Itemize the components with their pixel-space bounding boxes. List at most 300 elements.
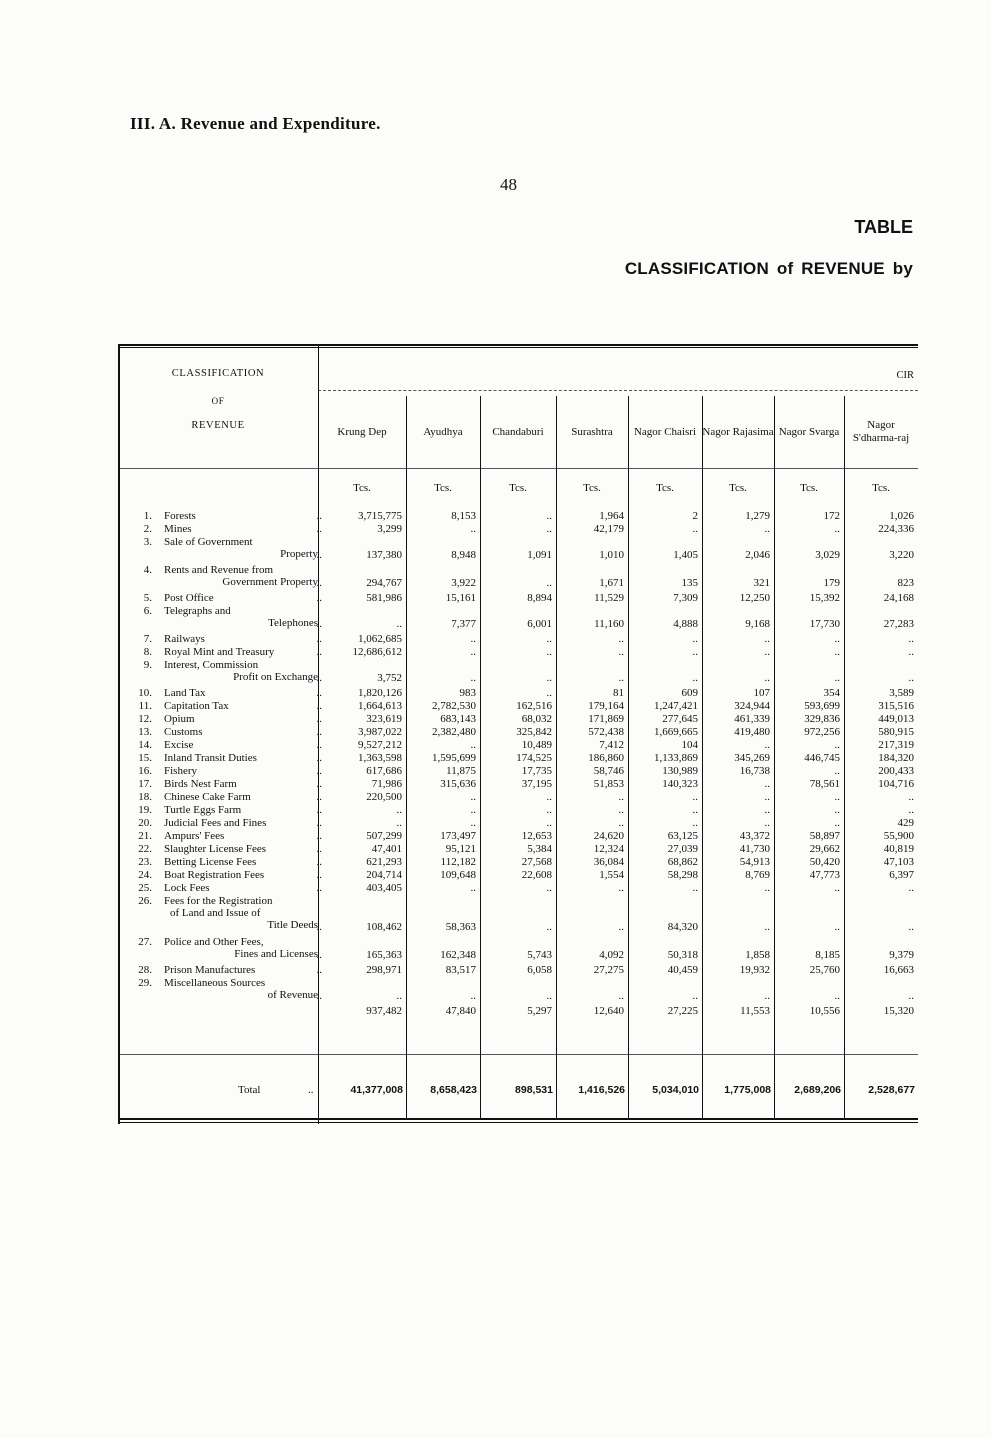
table-subtitle: CLASSIFICATION of REVENUE by — [624, 259, 913, 278]
table-cell: 2,382,480 — [432, 726, 476, 738]
table-cell: 12,250 — [739, 592, 770, 604]
row-number: 11. — [138, 700, 152, 712]
table-cell: 12,640 — [593, 1005, 624, 1017]
table-cell: .. — [470, 672, 476, 684]
table-cell: 63,125 — [667, 830, 698, 842]
row-number: 6. — [143, 605, 152, 617]
table-cell: 47,103 — [883, 856, 914, 868]
leader-dots: .. — [316, 523, 322, 535]
table-cell: .. — [470, 646, 476, 658]
table-cell: 315,516 — [878, 700, 914, 712]
leader-dots: .. — [316, 778, 322, 790]
leader-dots: .. — [316, 830, 322, 842]
row-number: 24. — [138, 869, 152, 881]
table-cell: 140,323 — [662, 778, 698, 790]
table-cell: .. — [618, 633, 624, 645]
table-cell: 15,161 — [445, 592, 476, 604]
row-label-line: Post Office — [164, 592, 214, 604]
table-cell: .. — [908, 646, 914, 658]
table-cell: 6,058 — [527, 964, 552, 976]
table-cell: .. — [470, 791, 476, 803]
group-header-rule — [318, 390, 918, 391]
leader-dots: .. — [316, 577, 322, 589]
table-cell: .. — [764, 990, 770, 1002]
table-cell: 1,964 — [599, 510, 624, 522]
table-cell: 1,595,699 — [432, 752, 476, 764]
table-cell: 617,686 — [366, 765, 402, 777]
row-label — [164, 726, 324, 738]
row-label-line: Prison Manufactures — [164, 964, 256, 976]
row-label-line: Interest, Commission — [164, 659, 259, 671]
table-cell: 609 — [681, 687, 698, 699]
table-cell: 68,032 — [521, 713, 552, 725]
row-number: 29. — [138, 977, 152, 989]
table-cell: 47,401 — [371, 843, 402, 855]
row-label — [164, 830, 324, 842]
table-cell: 25,760 — [809, 964, 840, 976]
leader-dots: .. — [316, 791, 322, 803]
row-label-line: Fees for the Registration — [164, 895, 273, 907]
row-label — [164, 765, 324, 777]
table-cell: 1,010 — [599, 549, 624, 561]
table-cell: 51,853 — [593, 778, 624, 790]
table-cell: 11,875 — [446, 765, 476, 777]
table-cell: .. — [546, 633, 552, 645]
row-label — [164, 713, 324, 725]
table-cell: .. — [546, 804, 552, 816]
table-cell: .. — [908, 921, 914, 933]
row-label-line: Fishery — [164, 765, 197, 777]
table-cell: 200,433 — [878, 765, 914, 777]
row-label-line: Miscellaneous Sources — [164, 977, 266, 989]
row-label-line: Mines — [164, 523, 192, 535]
column-header: Nagor Rajasima — [702, 425, 774, 438]
table-cell: 15,320 — [883, 1005, 914, 1017]
table-cell: 3,752 — [377, 672, 402, 684]
table-cell: .. — [834, 817, 840, 829]
unit-label: Tcs. — [353, 482, 371, 494]
row-label-line: Excise — [164, 739, 194, 751]
table-cell: 354 — [823, 687, 840, 699]
row-label — [164, 739, 324, 751]
row-label-line: Opium — [164, 713, 195, 725]
row-number: 28. — [138, 964, 152, 976]
row-number: 25. — [138, 882, 152, 894]
table-cell: 823 — [897, 577, 914, 589]
row-label-line: Telephones — [268, 617, 318, 629]
table-cell: 83,517 — [445, 964, 476, 976]
table-cell: 1,671 — [599, 577, 624, 589]
row-label — [164, 804, 324, 816]
table-cell: .. — [692, 817, 698, 829]
total-cell: 1,775,008 — [724, 1084, 771, 1096]
table-cell: 403,405 — [366, 882, 402, 894]
table-cell: .. — [692, 523, 698, 535]
table-cell: 135 — [681, 577, 698, 589]
table-cell: 10,556 — [809, 1005, 840, 1017]
leader-dots: .. — [316, 646, 322, 658]
row-label-line: Sale of Government — [164, 536, 253, 548]
row-label — [164, 977, 324, 1001]
table-cell: 47,773 — [809, 869, 840, 881]
revenue-table — [118, 344, 918, 1124]
table-cell: 162,348 — [440, 949, 476, 961]
table-cell: 1,858 — [745, 949, 770, 961]
table-cell: 8,769 — [745, 869, 770, 881]
table-cell: 325,842 — [516, 726, 552, 738]
row-label-line: Property — [280, 548, 318, 560]
table-cell: .. — [764, 921, 770, 933]
table-cell: 68,862 — [667, 856, 698, 868]
column-header: Nagor S'dharma-raj — [852, 419, 910, 444]
table-cell: 130,989 — [662, 765, 698, 777]
row-label — [164, 936, 324, 960]
table-cell: 298,971 — [366, 964, 402, 976]
table-cell: 179,164 — [588, 700, 624, 712]
row-number: 21. — [138, 830, 152, 842]
table-cell: 224,336 — [878, 523, 914, 535]
table-cell: .. — [764, 778, 770, 790]
row-label — [164, 843, 324, 855]
table-cell: 1,247,421 — [654, 700, 698, 712]
table-cell: 429 — [897, 817, 914, 829]
table-cell: 22,608 — [521, 869, 552, 881]
table-cell: 95,121 — [445, 843, 476, 855]
table-cell: .. — [764, 791, 770, 803]
row-label-line: Betting License Fees — [164, 856, 257, 868]
table-cell: 173,497 — [440, 830, 476, 842]
leader-dots: .. — [316, 713, 322, 725]
table-cell: 8,894 — [527, 592, 552, 604]
table-cell: 184,320 — [878, 752, 914, 764]
table-cell: 683,143 — [440, 713, 476, 725]
table-cell: 3,922 — [451, 577, 476, 589]
leader-dots: .. — [316, 765, 322, 777]
table-cell: .. — [618, 882, 624, 894]
row-label — [164, 523, 324, 535]
table-cell: .. — [908, 882, 914, 894]
row-label-line: Government Property — [222, 576, 318, 588]
classification-header-line-3: REVENUE — [191, 420, 245, 431]
table-cell: 345,269 — [734, 752, 770, 764]
page-number: 48 — [500, 175, 517, 194]
row-number: 7. — [143, 633, 152, 645]
row-number: 22. — [138, 843, 152, 855]
row-label-line: Turtle Eggs Farm — [164, 804, 242, 816]
table-cell: .. — [546, 791, 552, 803]
leader-dots: .. — [316, 739, 322, 751]
leader-dots: .. — [316, 549, 322, 561]
table-cell: 3,589 — [889, 687, 914, 699]
table-cell: 108,462 — [366, 921, 402, 933]
table-cell: 47,840 — [445, 1005, 476, 1017]
table-cell: 37,195 — [521, 778, 552, 790]
table-cell: 16,663 — [883, 964, 914, 976]
table-cell: .. — [396, 804, 402, 816]
table-cell: 112,182 — [440, 856, 476, 868]
table-cell: .. — [546, 672, 552, 684]
table-cell: .. — [396, 618, 402, 630]
table-cell: .. — [834, 739, 840, 751]
unit-label: Tcs. — [656, 482, 674, 494]
table-cell: .. — [834, 633, 840, 645]
row-label — [164, 895, 324, 931]
table-cell: .. — [908, 672, 914, 684]
row-label-line: Ampurs' Fees — [164, 830, 225, 842]
table-cell: .. — [908, 633, 914, 645]
table-cell: 2 — [692, 510, 698, 522]
leader-dots: .. — [316, 843, 322, 855]
leader-dots: .. — [316, 856, 322, 868]
table-cell: 27,275 — [593, 964, 624, 976]
row-label-line: Railways — [164, 633, 205, 645]
table-cell: 9,168 — [745, 618, 770, 630]
row-number: 27. — [138, 936, 152, 948]
table-cell: 11,529 — [594, 592, 624, 604]
table-cell: 3,029 — [815, 549, 840, 561]
table-cell: 1,669,665 — [654, 726, 698, 738]
group-header: CIR — [896, 370, 914, 381]
table-cell: .. — [618, 921, 624, 933]
table-cell: 329,836 — [804, 713, 840, 725]
leader-dots: .. — [316, 618, 322, 630]
table-cell: 162,516 — [516, 700, 552, 712]
leader-dots: .. — [316, 510, 322, 522]
column-header: Chandaburi — [492, 425, 544, 438]
leader-dots: .. — [316, 990, 322, 1002]
row-label-line: Telegraphs and — [164, 605, 231, 617]
row-label-line: Title Deeds — [267, 919, 318, 931]
table-cell: 4,092 — [599, 949, 624, 961]
table-cell: 323,619 — [366, 713, 402, 725]
table-cell: 7,377 — [451, 618, 476, 630]
row-label-line: Forests — [164, 510, 196, 522]
table-cell: 6,397 — [889, 869, 914, 881]
leader-dots: .. — [316, 752, 322, 764]
column-header: Nagor Svarga — [778, 425, 840, 438]
row-label — [164, 752, 324, 764]
row-label — [164, 510, 324, 522]
table-cell: 572,438 — [588, 726, 624, 738]
table-left-rule — [118, 344, 120, 1124]
table-cell: .. — [834, 804, 840, 816]
table-cell: 3,987,022 — [358, 726, 402, 738]
row-number: 20. — [138, 817, 152, 829]
row-label — [164, 536, 324, 560]
table-cell: 217,319 — [878, 739, 914, 751]
total-cell: 2,528,677 — [868, 1084, 915, 1096]
leader-dots: .. — [316, 633, 322, 645]
table-cell: 5,384 — [527, 843, 552, 855]
table-cell: .. — [764, 672, 770, 684]
column-header-rule — [118, 468, 918, 469]
table-cell: .. — [396, 817, 402, 829]
leader-dots: .. — [316, 882, 322, 894]
total-cell: 898,531 — [515, 1084, 553, 1096]
table-cell: 1,363,598 — [358, 752, 402, 764]
row-label — [164, 882, 324, 894]
table-label: TABLE — [854, 217, 913, 237]
table-cell: 78,561 — [809, 778, 840, 790]
table-cell: 24,620 — [593, 830, 624, 842]
table-cell: 50,420 — [809, 856, 840, 868]
table-cell: 7,412 — [599, 739, 624, 751]
table-cell: 4,888 — [673, 618, 698, 630]
table-cell: .. — [764, 646, 770, 658]
row-label — [164, 778, 324, 790]
row-label — [164, 633, 324, 645]
table-cell: .. — [546, 921, 552, 933]
table-cell: 36,084 — [593, 856, 624, 868]
row-label-line: Lock Fees — [164, 882, 210, 894]
row-label-line: Inland Transit Duties — [164, 752, 257, 764]
row-label-line: Birds Nest Farm — [164, 778, 237, 790]
table-cell: .. — [692, 672, 698, 684]
leader-dots: .. — [316, 804, 322, 816]
table-cell: .. — [546, 817, 552, 829]
table-cell: 5,743 — [527, 949, 552, 961]
column-header: Nagor Chaisri — [633, 425, 696, 438]
table-cell: 186,860 — [588, 752, 624, 764]
table-cell: 16,738 — [739, 765, 770, 777]
table-cell: .. — [618, 646, 624, 658]
row-number: 26. — [138, 895, 152, 907]
table-cell: 58,746 — [593, 765, 624, 777]
table-cell: 446,745 — [804, 752, 840, 764]
table-cell: 54,913 — [739, 856, 770, 868]
table-cell: .. — [618, 804, 624, 816]
table-cell: .. — [470, 990, 476, 1002]
row-label-line: Police and Other Fees, — [164, 936, 264, 948]
row-number: 8. — [143, 646, 152, 658]
table-cell: .. — [546, 577, 552, 589]
row-label-line: Customs — [164, 726, 203, 738]
table-cell: 1,026 — [889, 510, 914, 522]
table-cell: 1,405 — [673, 549, 698, 561]
table-cell: 27,283 — [883, 618, 914, 630]
table-cell: .. — [834, 921, 840, 933]
row-number: 16. — [138, 765, 152, 777]
row-label — [164, 700, 324, 712]
total-leader-dots: .. — [308, 1084, 314, 1096]
row-label — [164, 605, 324, 629]
table-cell: .. — [692, 990, 698, 1002]
table-cell: .. — [470, 804, 476, 816]
table-cell: 137,380 — [366, 549, 402, 561]
unit-label: Tcs. — [872, 482, 890, 494]
table-cell: .. — [834, 523, 840, 535]
table-cell: 204,714 — [366, 869, 402, 881]
table-cell: .. — [546, 990, 552, 1002]
table-cell: 983 — [459, 687, 476, 699]
table-cell: 507,299 — [366, 830, 402, 842]
table-cell: 84,320 — [667, 921, 698, 933]
unit-label: Tcs. — [434, 482, 452, 494]
table-cell: 12,324 — [593, 843, 624, 855]
table-cell: 593,699 — [804, 700, 840, 712]
table-cell: .. — [908, 804, 914, 816]
table-cell: 104,716 — [878, 778, 914, 790]
table-cell: 419,480 — [734, 726, 770, 738]
row-label-line: Profit on Exchange — [233, 671, 318, 683]
table-cell: 172 — [823, 510, 840, 522]
row-label-line: Land Tax — [164, 687, 206, 699]
table-cell: 621,293 — [366, 856, 402, 868]
unit-label: Tcs. — [800, 482, 818, 494]
classification-header-line-1: CLASSIFICATION — [171, 368, 265, 379]
table-cell: 1,554 — [599, 869, 624, 881]
table-cell: 8,185 — [815, 949, 840, 961]
row-number: 5. — [143, 592, 152, 604]
table-cell: 12,653 — [521, 830, 552, 842]
table-cell: 294,767 — [366, 577, 402, 589]
table-cell: .. — [470, 739, 476, 751]
pre-total-rule — [118, 1054, 918, 1055]
row-number: 12. — [138, 713, 152, 725]
leader-dots: .. — [316, 921, 322, 933]
table-cell: .. — [908, 990, 914, 1002]
row-label-line: Slaughter License Fees — [164, 843, 267, 855]
leader-dots: .. — [316, 672, 322, 684]
row-number: 19. — [138, 804, 152, 816]
row-number: 13. — [138, 726, 152, 738]
table-cell: 17,730 — [809, 618, 840, 630]
table-cell: 220,500 — [366, 791, 402, 803]
total-cell: 8,658,423 — [430, 1084, 477, 1096]
table-cell: 3,220 — [889, 549, 914, 561]
row-label-line: of Land and Issue of — [170, 907, 261, 919]
table-cell: 107 — [753, 687, 770, 699]
table-cell: 1,820,126 — [358, 687, 402, 699]
table-cell: .. — [618, 990, 624, 1002]
row-label — [164, 791, 324, 803]
table-cell: .. — [546, 646, 552, 658]
table-cell: .. — [834, 990, 840, 1002]
table-cell: 8,948 — [451, 549, 476, 561]
table-cell: 40,459 — [667, 964, 698, 976]
table-cell: 29,662 — [809, 843, 840, 855]
table-cell: 937,482 — [366, 1005, 402, 1017]
table-cell: .. — [470, 882, 476, 894]
table-cell: 50,318 — [667, 949, 698, 961]
table-cell: 8,153 — [451, 510, 476, 522]
table-cell: 1,664,613 — [358, 700, 402, 712]
total-cell: 5,034,010 — [652, 1084, 699, 1096]
table-cell: .. — [764, 882, 770, 894]
table-cell: 2,046 — [745, 549, 770, 561]
row-number: 17. — [138, 778, 152, 790]
table-cell: 315,636 — [440, 778, 476, 790]
row-label-line: Royal Mint and Treasury — [164, 646, 275, 658]
leader-dots: .. — [316, 700, 322, 712]
row-label — [164, 687, 324, 699]
table-cell: 27,568 — [521, 856, 552, 868]
row-number: 15. — [138, 752, 152, 764]
row-label-line: Fines and Licenses — [234, 948, 318, 960]
row-label — [164, 856, 324, 868]
row-label-line: Boat Registration Fees — [164, 869, 265, 881]
row-label-line: Capitation Tax — [164, 700, 229, 712]
table-cell: 1,062,685 — [358, 633, 402, 645]
table-top-rule — [118, 344, 918, 346]
table-cell: .. — [692, 791, 698, 803]
table-cell: .. — [546, 510, 552, 522]
table-cell: .. — [908, 791, 914, 803]
row-label — [164, 564, 324, 588]
table-bottom-rule-inner — [118, 1122, 918, 1123]
row-label — [164, 592, 324, 604]
table-cell: .. — [692, 646, 698, 658]
